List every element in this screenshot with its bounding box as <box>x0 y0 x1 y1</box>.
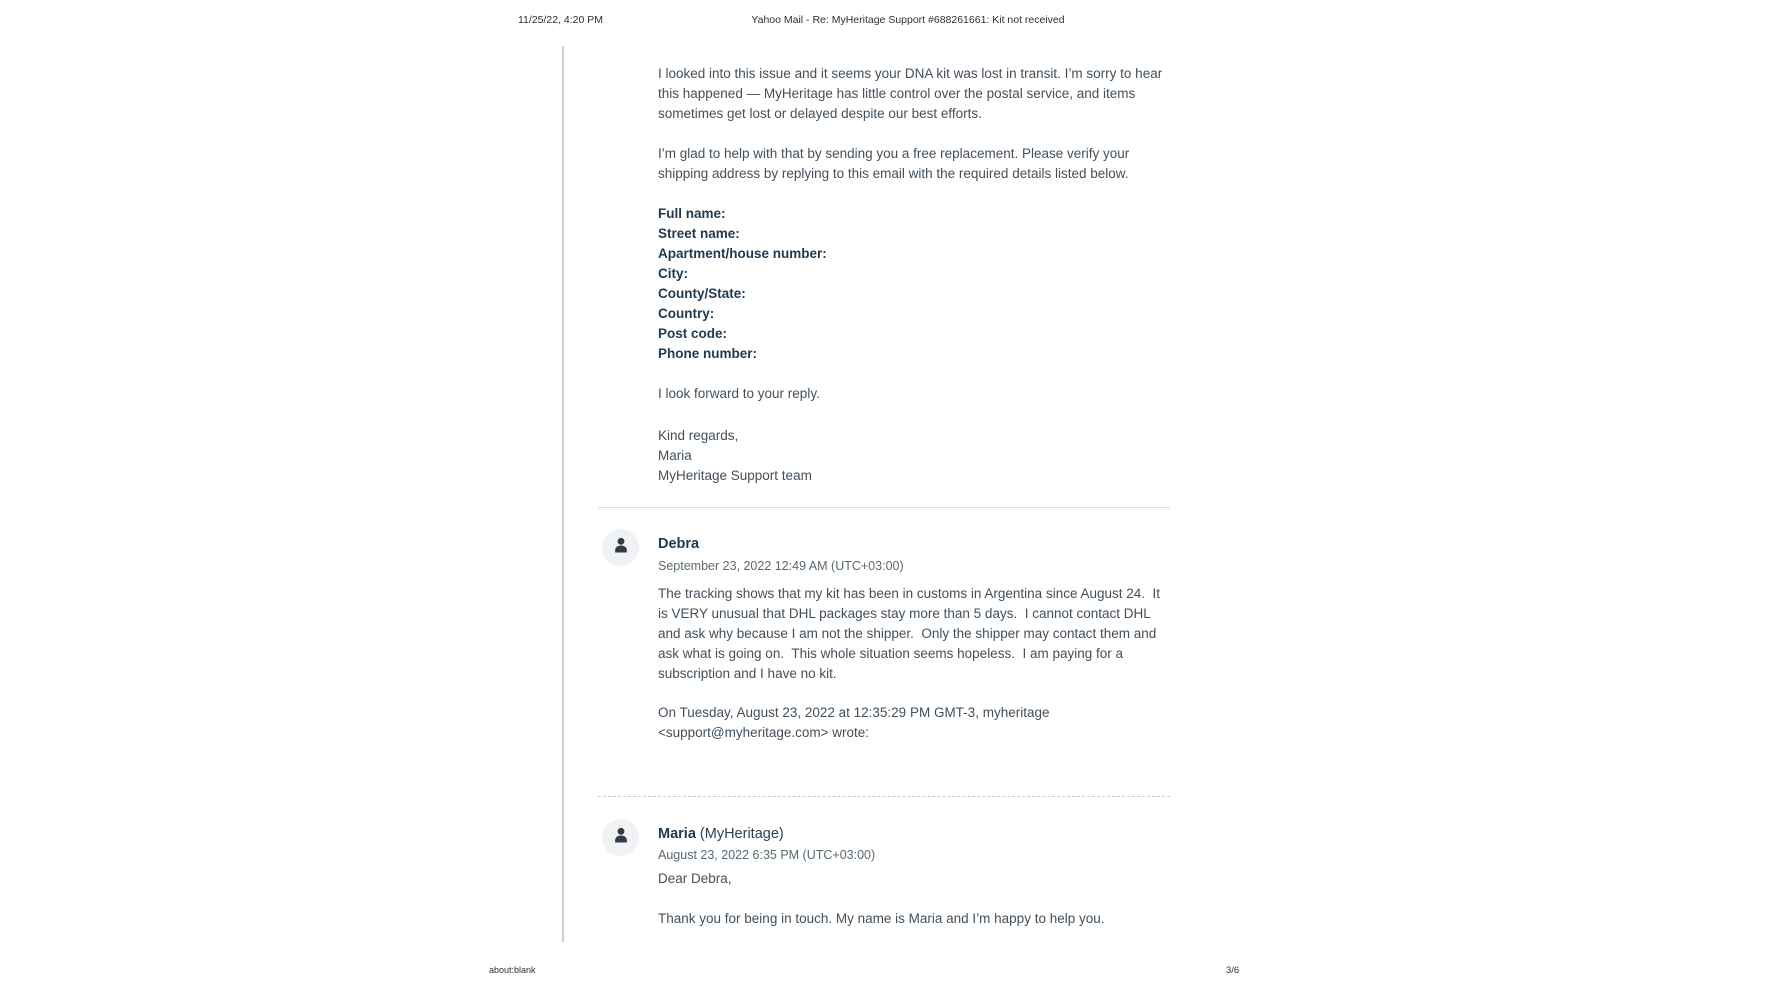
message-timestamp: August 23, 2022 6:35 PM (UTC+03:00) <box>658 848 876 862</box>
text-line: Dear Debra, <box>658 871 732 886</box>
text-line: Thank you for being in touch. My name is Maria and I’m happy to help you. <box>658 911 1105 926</box>
text-line: I’m glad to help with that by sending you a free replacement. Please verify your <box>658 146 1130 161</box>
sender-org: (MyHeritage) <box>695 826 784 842</box>
message-divider <box>598 507 1170 508</box>
message-divider-dashed <box>598 796 1170 797</box>
avatar <box>602 529 639 566</box>
message-timestamp: September 23, 2022 12:49 AM (UTC+03:00) <box>658 559 904 573</box>
print-footer-page-number: 3/6 <box>1226 965 1240 976</box>
quoted-reply-intro <box>658 703 1049 743</box>
text-line: subscription and I have no kit. <box>658 666 837 681</box>
quote-border-line <box>562 46 564 942</box>
message-paragraph <box>658 144 1129 184</box>
print-footer-url: about:blank <box>489 965 536 975</box>
text-line: Phone number: <box>658 346 758 361</box>
text-line: Kind regards, <box>658 428 739 443</box>
text-line: Maria <box>658 448 692 463</box>
text-line: MyHeritage Support team <box>658 468 812 483</box>
person-icon <box>611 535 631 560</box>
text-line: County/State: <box>658 286 746 301</box>
print-header-title: Yahoo Mail - Re: MyHeritage Support #688261661: Kit not received <box>751 14 1065 26</box>
text-line: City: <box>658 266 688 281</box>
text-line: I looked into this issue and it seems your DNA kit was lost in transit. I’m sorry to hear <box>658 66 1163 81</box>
text-line: is VERY unusual that DHL packages stay more than 5 days. I cannot contact DHL <box>658 606 1151 621</box>
text-line: The tracking shows that my kit has been in customs in Argentina since August 24. It <box>658 586 1161 601</box>
signature <box>658 426 812 486</box>
text-line: Country: <box>658 306 715 321</box>
text-line: <support@myheritage.com> wrote: <box>658 725 870 740</box>
text-line: shipping address by replying to this email with the required details listed below. <box>658 166 1129 181</box>
closing-line <box>658 384 820 404</box>
text-line <box>658 889 1105 909</box>
address-field-labels <box>658 204 827 364</box>
avatar <box>602 819 639 856</box>
text-line: I look forward to your reply. <box>658 386 820 401</box>
text-line: Apartment/house number: <box>658 246 827 261</box>
sender-name: Maria (MyHeritage) <box>658 826 784 842</box>
text-line: this happened — MyHeritage has little control over the postal service, and items <box>658 86 1136 101</box>
person-icon <box>611 825 631 850</box>
print-header-date: 11/25/22, 4:20 PM <box>518 14 604 26</box>
text-line: Full name: <box>658 206 726 221</box>
text-line: Street name: <box>658 226 740 241</box>
text-line: On Tuesday, August 23, 2022 at 12:35:29 PM GMT-3, myheritage <box>658 705 1050 720</box>
sender-name: Debra <box>658 536 700 552</box>
text-line: Post code: <box>658 326 728 341</box>
text-line: and ask why because I am not the shipper. Only the shipper may contact them and <box>658 626 1157 641</box>
message-body <box>658 584 1160 684</box>
message-paragraph <box>658 64 1162 124</box>
message-body <box>658 869 1105 929</box>
text-line: ask what is going on. This whole situation seems hopeless. I am paying for a <box>658 646 1123 661</box>
text-line: sometimes get lost or delayed despite our best efforts. <box>658 106 982 121</box>
